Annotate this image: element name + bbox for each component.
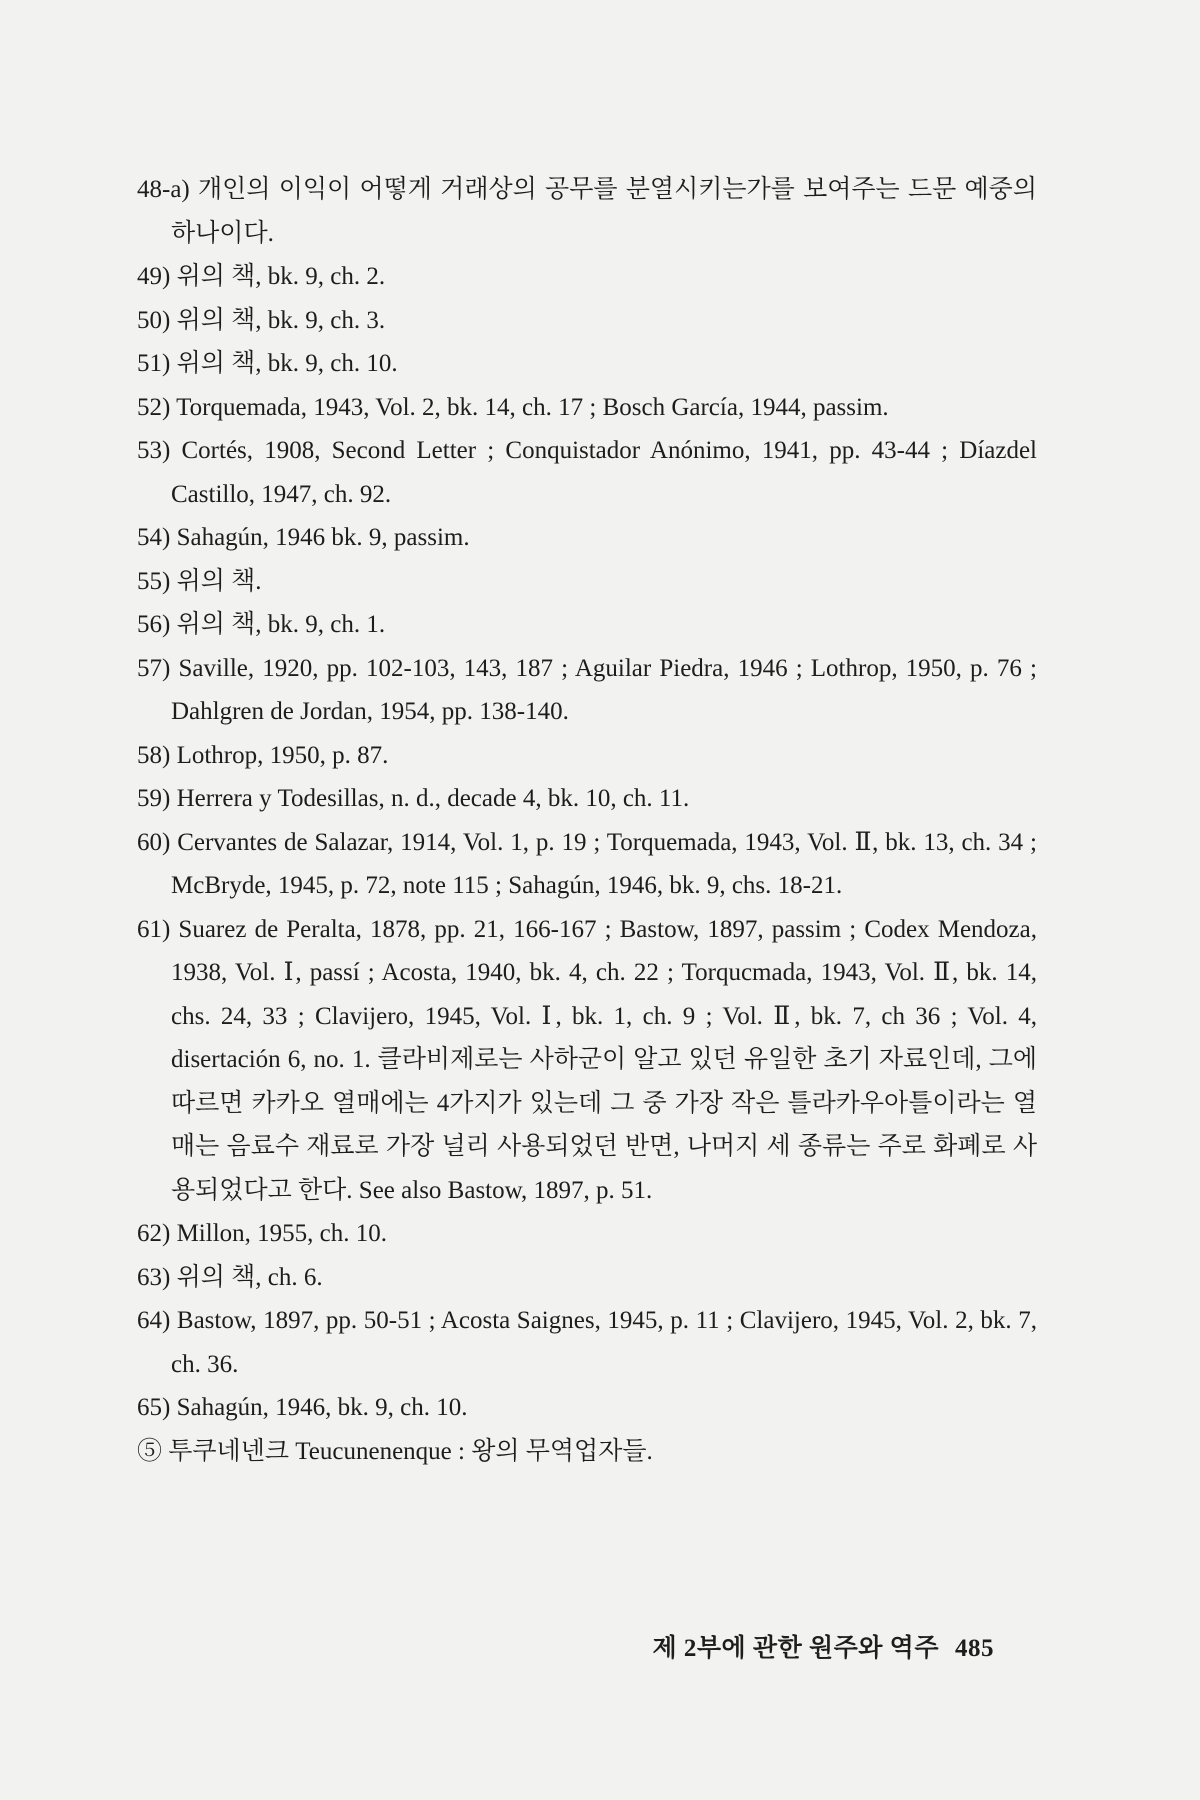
running-footer xyxy=(652,1628,994,1664)
section-title: 제 2부에 관한 원주와 역주 xyxy=(652,1635,939,1662)
endnote: 61) Suarez de Peralta, 1878, pp. 21, 166-167 ; Bastow, 1897, passim ; Codex Mendoza, 1938, Vol. Ⅰ, passí ; Acosta, 1940, bk. 4, ch. 22 ; Torqucmada, 1943, Vol. Ⅱ, bk. 14, chs. 24, 33 ; Clavijero, 1945, Vol. Ⅰ, bk. 1, ch. 9 ; Vol. Ⅱ, bk. 7, ch 36 ; Vol. 4, disertación 6, no. 1. 클라비제로는 사하군이 알고 있던 유일한 초기 자료인데, 그에 따르면 카카오 열매에는 4가지가 있는데 그 중 가장 작은 틀라카우아틀이라는 열매는 음료수 재료로 가장 널리 사용되었던 반면, 나머지 세 종류는 주로 화폐로 사용되었다고 한다. See also Bastow, 1897, p. 51. xyxy=(137,915,1037,1204)
endnote: 51) 위의 책, bk. 9, ch. 10. xyxy=(137,350,398,377)
endnote: 54) Sahagún, 1946 bk. 9, passim. xyxy=(137,524,470,551)
endnote: 53) Cortés, 1908, Second Letter ; Conquistador Anónimo, 1941, pp. 43-44 ; Díazdel Castillo, 1947, ch. 92. xyxy=(137,437,1037,508)
endnote: 55) 위의 책. xyxy=(137,567,262,595)
endnotes-list xyxy=(137,168,1037,1473)
endnote: 50) 위의 책, bk. 9, ch. 3. xyxy=(137,306,386,334)
endnote: 56) 위의 책, bk. 9, ch. 1. xyxy=(137,611,386,638)
endnote: 48-a) 개인의 이익이 어떻게 거래상의 공무를 분열시키는가를 보여주는 드문 예중의 하나이다. xyxy=(137,176,1037,247)
page-number: 485 xyxy=(955,1635,994,1662)
endnote: 57) Saville, 1920, pp. 102-103, 143, 187 ; Aguilar Piedra, 1946 ; Lothrop, 1950, p. 76 ; Dahlgren de Jordan, 1954, pp. 138-140. xyxy=(137,654,1037,725)
endnote: 62) Millon, 1955, ch. 10. xyxy=(137,1220,387,1247)
endnote: 59) Herrera y Todesillas, n. d., decade 4, bk. 10, ch. 11. xyxy=(137,785,690,812)
endnote: 58) Lothrop, 1950, p. 87. xyxy=(137,741,389,769)
endnote: 49) 위의 책, bk. 9, ch. 2. xyxy=(137,263,386,290)
endnote: 52) Torquemada, 1943, Vol. 2, bk. 14, ch. 17 ; Bosch García, 1944, passim. xyxy=(137,393,889,421)
translator-note: ⑤ 투쿠네넨크 Teucunenenque : 왕의 무역업자들. xyxy=(137,1437,653,1465)
endnote: 63) 위의 책, ch. 6. xyxy=(137,1263,323,1291)
endnote: 65) Sahagún, 1946, bk. 9, ch. 10. xyxy=(137,1394,468,1421)
endnote: 60) Cervantes de Salazar, 1914, Vol. 1, p. 19 ; Torquemada, 1943, Vol. Ⅱ, bk. 13, ch. 34 ; McBryde, 1945, p. 72, note 115 ; Sahagún, 1946, bk. 9, chs. 18-21. xyxy=(137,828,1037,899)
endnote: 64) Bastow, 1897, pp. 50-51 ; Acosta Saignes, 1945, p. 11 ; Clavijero, 1945, Vol. 2, bk. 7, ch. 36. xyxy=(137,1307,1037,1378)
